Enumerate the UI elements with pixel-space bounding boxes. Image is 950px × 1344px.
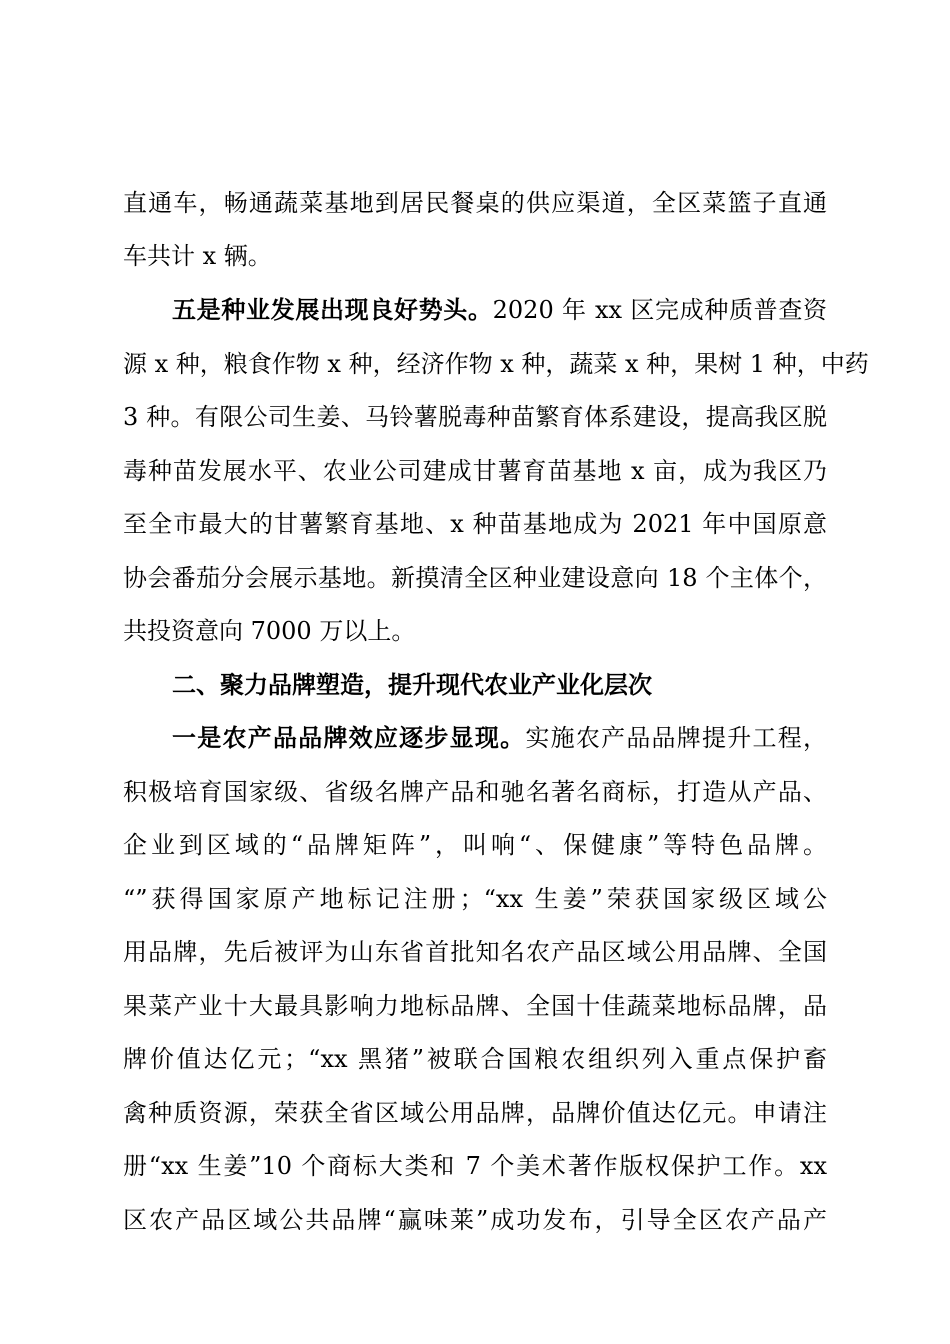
paragraph-line: 区农产品区域公共品牌“赢味莱”成功发布，引导全区农产品产 bbox=[123, 1206, 827, 1234]
paragraph-first-line bbox=[172, 724, 827, 752]
paragraph-line: 册“xx 生姜”10 个商标大类和 7 个美术著作版权保护工作。xx bbox=[123, 1152, 827, 1180]
paragraph-line: 共投资意向 7000 万以上。 bbox=[123, 617, 416, 645]
paragraph-line: 企业到区域的“品牌矩阵”，叫响“、保健康”等特色品牌。 bbox=[123, 831, 827, 859]
paragraph-line: 果菜产业十大最具影响力地标品牌、全国十佳蔬菜地标品牌，品 bbox=[123, 992, 827, 1020]
paragraph-line: 协会番茄分会展示基地。新摸清全区种业建设意向 18 个主体个， bbox=[123, 564, 827, 592]
paragraph-line: 毒种苗发展水平、农业公司建成甘薯育苗基地 x 亩，成为我区乃 bbox=[123, 457, 827, 485]
paragraph-line: 积极培育国家级、省级名牌产品和驰名著名商标，打造从产品、 bbox=[123, 778, 827, 806]
paragraph-line: 直通车，畅通蔬菜基地到居民餐桌的供应渠道，全区菜篮子直通 bbox=[123, 189, 827, 217]
paragraph-line: 牌价值达亿元；“xx 黑猪”被联合国粮农组织列入重点保护畜 bbox=[123, 1045, 827, 1073]
paragraph-line: 禽种质资源，荣获全省区域公用品牌，品牌价值达亿元。申请注 bbox=[123, 1099, 827, 1127]
paragraph-line: 车共计 x 辆。 bbox=[123, 242, 272, 270]
paragraph-line: 用品牌，先后被评为山东省首批知名农产品区域公用品牌、全国 bbox=[123, 938, 827, 966]
paragraph-line: “”获得国家原产地标记注册；“xx 生姜”荣获国家级区域公 bbox=[123, 885, 827, 913]
paragraph-text: 实施农产品品牌提升工程， bbox=[525, 724, 827, 752]
paragraph-line: 3 种。有限公司生姜、马铃薯脱毒种苗繁育体系建设，提高我区脱 bbox=[123, 403, 827, 431]
paragraph-first-line bbox=[172, 296, 827, 324]
section-heading: 二、聚力品牌塑造，提升现代农业产业化层次 bbox=[172, 671, 652, 699]
paragraph-line: 至全市最大的甘薯繁育基地、x 种苗基地成为 2021 年中国原意 bbox=[123, 510, 827, 538]
paragraph-lead: 五是种业发展出现良好势头。 bbox=[172, 295, 493, 324]
paragraph-line: 源 x 种，粮食作物 x 种，经济作物 x 种，蔬菜 x 种，果树 1 种，中药 bbox=[123, 350, 869, 378]
paragraph-text: 2020 年 xx 区完成种质普查资 bbox=[492, 296, 827, 324]
paragraph-lead: 一是农产品品牌效应逐步显现。 bbox=[172, 723, 526, 752]
